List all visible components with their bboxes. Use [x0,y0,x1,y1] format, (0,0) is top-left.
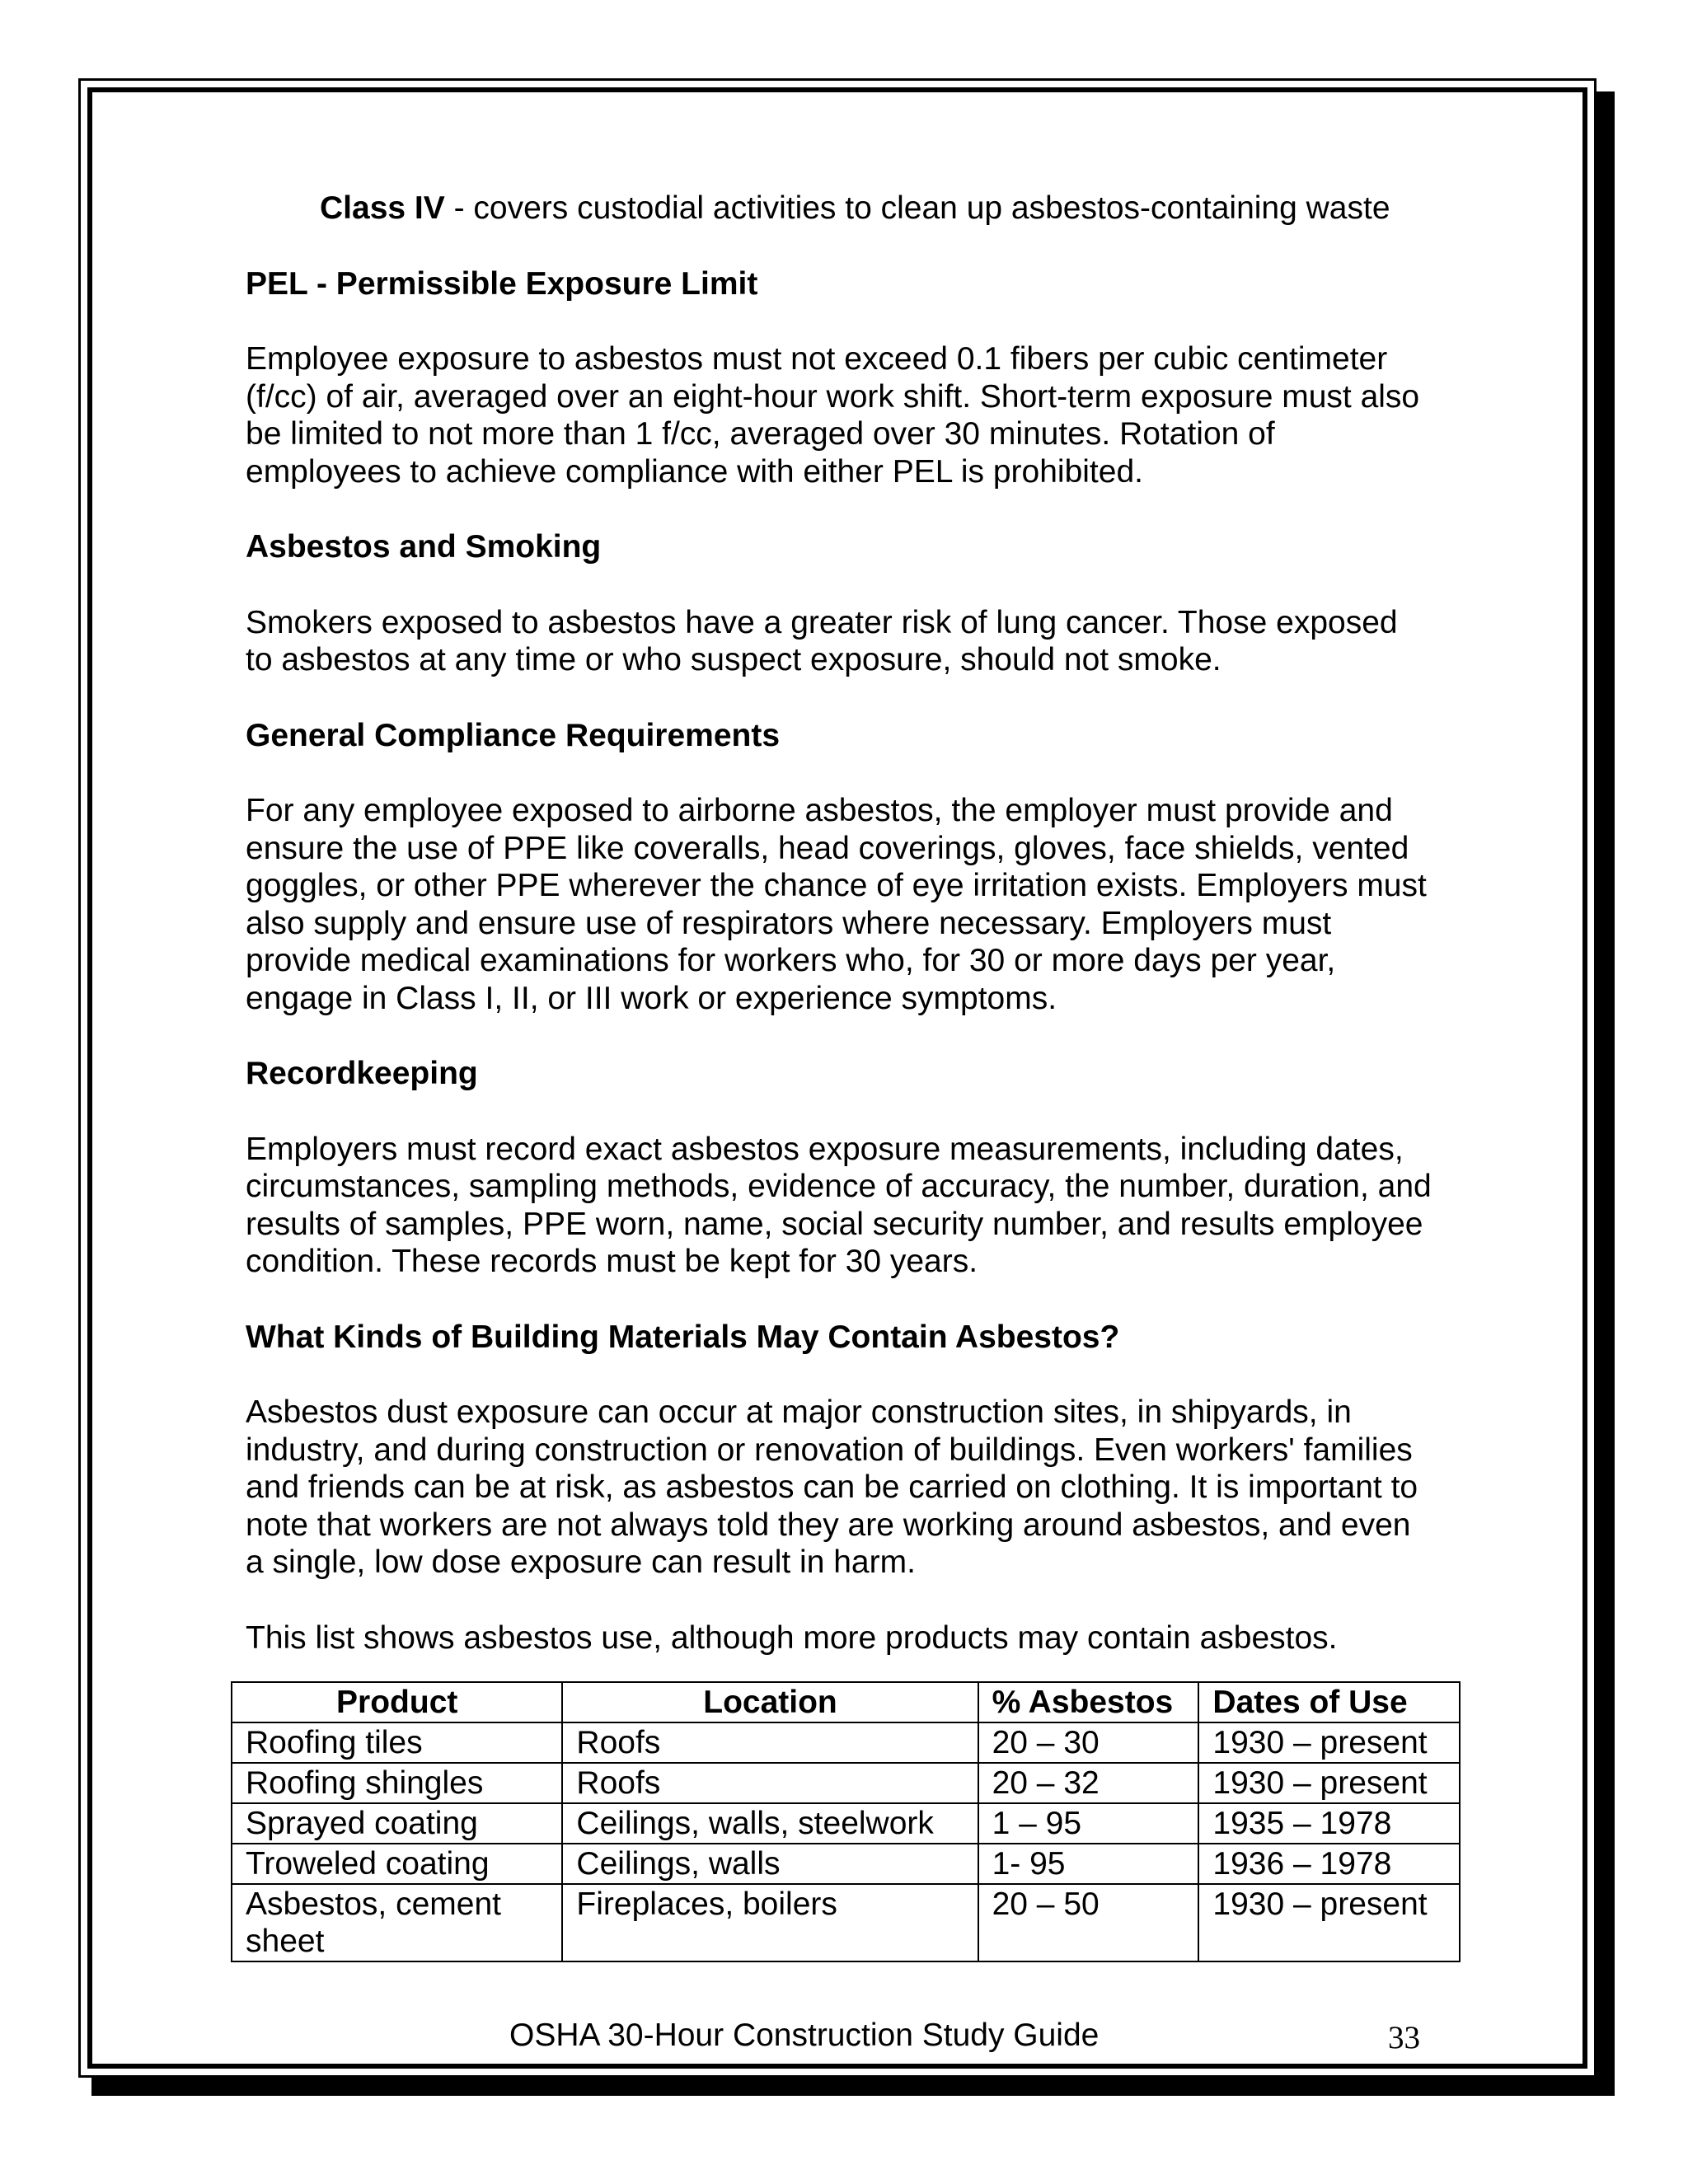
table-cell: Ceilings, walls [562,1844,978,1884]
table-row [232,1884,1460,1961]
table-cell: Ceilings, walls, steelwork [562,1803,978,1844]
table-header-cell: Location [562,1682,978,1722]
table-row [232,1803,1460,1844]
table-cell: Asbestos, cement sheet [232,1884,562,1961]
section-heading-compliance: General Compliance Requirements [246,717,781,753]
section-heading-building-materials: What Kinds of Building Materials May Contain Asbestos? [246,1319,1120,1355]
footer-title: OSHA 30-Hour Construction Study Guide [509,2018,1100,2053]
table-row [232,1844,1460,1884]
page-number: 33 [1388,2020,1420,2055]
table-cell: 1- 95 [978,1844,1199,1884]
page-content [246,190,1432,1694]
table-row [232,1763,1460,1803]
table-cell: Fireplaces, boilers [562,1884,978,1961]
section-body-compliance: For any employee exposed to airborne asbestos, the employer must provide and ensure the use of PPE like coveralls, head coverings, gloves, face shields, vented goggles, or other PPE wherever the chance of eye irritation exists. Employers must also supply and ensure use of respirators where necessary. Employers must provide medical examinations for workers who, for 30 or more days per year, engage in Class I, II, or III work or experience symptoms. [246,793,1427,1016]
section-body-recordkeeping: Employers must record exact asbestos exposure measurements, including dates, circumstances, sampling methods, evidence of accuracy, the number, duration, and results of samples, PPE worn, name, social security number, and results employee condition. These records must be kept for 30 years. [246,1131,1432,1279]
table-cell: 1930 – present [1198,1722,1460,1763]
section-body-building-materials: Asbestos dust exposure can occur at major construction sites, in shipyards, in industry, and during construction or renovation of buildings. Even workers' families and friends can be at risk, as asbestos can be carried on clothing. It is important to note that workers are not always told they are working around asbestos, and even a single, low dose exposure can result in harm. [246,1394,1418,1580]
section-heading-smoking: Asbestos and Smoking [246,529,602,565]
table-cell: 20 – 30 [978,1722,1199,1763]
table-header-cell: % Asbestos [978,1682,1199,1722]
table-header-row [232,1682,1460,1722]
table-cell: Roofing shingles [232,1763,562,1803]
table-cell: 1930 – present [1198,1884,1460,1961]
table-cell: 1935 – 1978 [1198,1803,1460,1844]
class-iv-line [320,190,1432,227]
table-cell: 20 – 32 [978,1763,1199,1803]
table-cell: 1936 – 1978 [1198,1844,1460,1884]
class-iv-label: Class IV [320,190,445,226]
table-row [232,1722,1460,1763]
table-cell: Sprayed coating [232,1803,562,1844]
table-cell: Roofs [562,1763,978,1803]
table-cell: Roofing tiles [232,1722,562,1763]
section-heading-recordkeeping: Recordkeeping [246,1056,478,1091]
table-cell: 1 – 95 [978,1803,1199,1844]
table-header-cell: Product [232,1682,562,1722]
table-cell: 20 – 50 [978,1884,1199,1961]
section-body-pel: Employee exposure to asbestos must not exceed 0.1 fibers per cubic centimeter (f/cc) of air, averaged over an eight-hour work shift. Short-term exposure must also be limited to not more than 1 f/cc, averaged over 30 minutes. Rotation of employees to achieve compliance with either PEL is prohibited. [246,341,1420,490]
table-cell: 1930 – present [1198,1763,1460,1803]
table-header-cell: Dates of Use [1198,1682,1460,1722]
section-body-smoking: Smokers exposed to asbestos have a greater risk of lung cancer. Those exposed to asbestos at any time or who suspect exposure, should not smoke. [246,604,1398,677]
class-iv-text: - covers custodial activities to clean up asbestos-containing waste [444,190,1390,226]
table-cell: Troweled coating [232,1844,562,1884]
section-heading-pel: PEL - Permissible Exposure Limit [246,265,758,302]
table-cell: Roofs [562,1722,978,1763]
list-intro: This list shows asbestos use, although more products may contain asbestos. [246,1619,1338,1656]
asbestos-products-table [231,1681,1461,1962]
